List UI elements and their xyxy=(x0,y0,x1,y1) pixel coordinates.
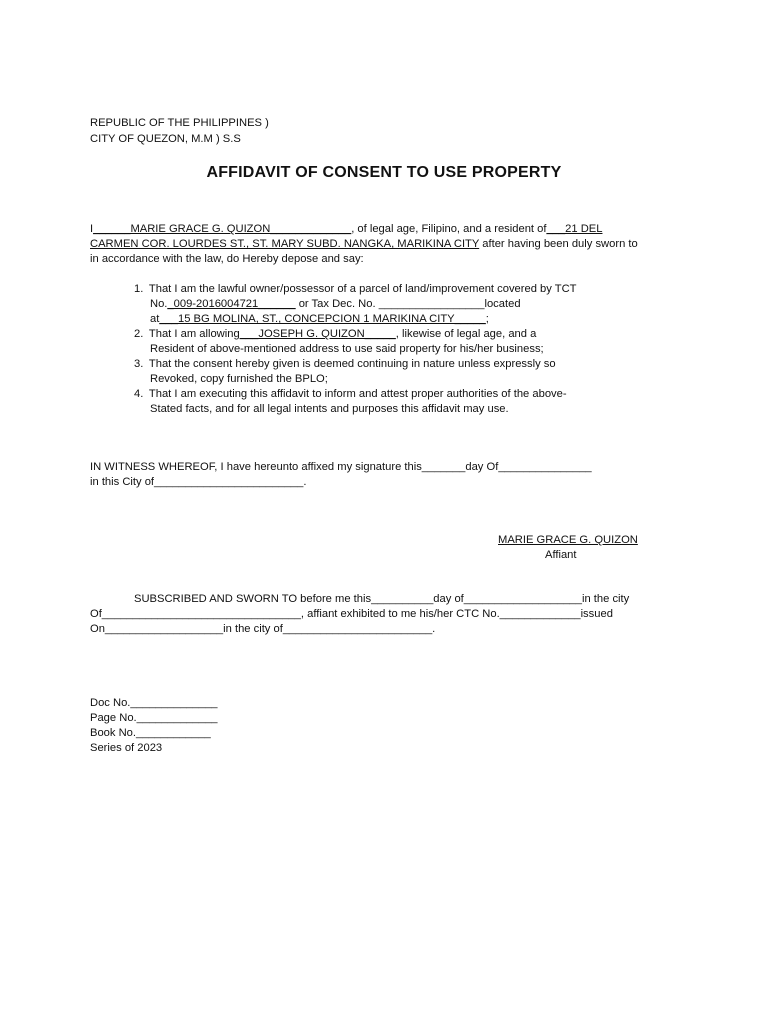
intro-text-2: after having been duly sworn to xyxy=(479,238,638,250)
item-1-line-3 xyxy=(150,312,489,326)
item-number: 3. xyxy=(134,358,144,370)
item-3-line-2: Revoked, copy furnished the BPLO; xyxy=(150,373,328,385)
item-text: ; xyxy=(485,313,489,325)
grantee-name-field: ___JOSEPH G. QUIZON_____ xyxy=(239,328,396,340)
witness-line-1: IN WITNESS WHEREOF, I have hereunto affixed my signature this_______day Of_______________ xyxy=(90,461,592,473)
item-text: That I am allowing xyxy=(148,328,240,340)
intro-text: , of legal age, Filipino, and a resident of xyxy=(351,223,547,235)
tct-number-field: _009-2016004721______ xyxy=(167,298,296,310)
address-field-2: CARMEN COR. LOURDES ST., ST. MARY SUBD. NANGKA, MARIKINA CITY xyxy=(90,238,480,250)
header-city: CITY OF QUEZON, M.M ) S.S xyxy=(90,133,241,145)
affiant-name-field: ______MARIE GRACE G. QUIZON_____________ xyxy=(93,223,352,235)
address-field-1: ___21 DEL xyxy=(546,223,603,235)
item-text: That I am the lawful owner/possessor of a parcel of land/improvement covered by TCT xyxy=(148,283,577,295)
item-number: 2. xyxy=(134,328,144,340)
item-1-line-1 xyxy=(134,282,577,296)
document-title: AFFIDAVIT OF CONSENT TO USE PROPERTY xyxy=(206,164,562,181)
signature-role: Affiant xyxy=(545,549,577,561)
intro-line-1 xyxy=(90,222,602,236)
item-4-line-1 xyxy=(134,387,567,401)
sworn-line-2: Of________________________________, affiant exhibited to me his/her CTC No._____________issued xyxy=(90,608,613,620)
intro-line-2 xyxy=(90,237,638,251)
item-text: That I am executing this affidavit to inform and attest proper authorities of the above- xyxy=(148,388,567,400)
item-1-line-2 xyxy=(150,297,521,311)
item-4-line-2: Stated facts, and for all legal intents and purposes this affidavit may use. xyxy=(150,403,509,415)
item-3-line-1 xyxy=(134,357,556,371)
item-number: 1. xyxy=(134,283,144,295)
intro-i: I xyxy=(90,223,94,235)
doc-number: Doc No.______________ xyxy=(90,697,218,709)
item-text: , likewise of legal age, and a xyxy=(395,328,537,340)
item-text: That the consent hereby given is deemed continuing in nature unless expressly so xyxy=(148,358,556,370)
header-republic: REPUBLIC OF THE PHILIPPINES ) xyxy=(90,117,269,129)
sworn-line-1: SUBSCRIBED AND SWORN TO before me this__________day of___________________in the city xyxy=(134,593,630,605)
item-2-line-1 xyxy=(134,327,536,341)
intro-line-3: in accordance with the law, do Hereby depose and say: xyxy=(90,253,364,265)
witness-line-2: in this City of________________________. xyxy=(90,476,307,488)
item-2-line-2: Resident of above-mentioned address to use said property for his/her business; xyxy=(150,343,544,355)
series-year: Series of 2023 xyxy=(90,742,163,754)
item-text: at xyxy=(150,313,160,325)
signature-name xyxy=(498,533,638,547)
page-number: Page No._____________ xyxy=(90,712,218,724)
book-number: Book No.____________ xyxy=(90,727,211,739)
affiant-signature-name: MARIE GRACE G. QUIZON xyxy=(498,534,638,546)
item-number: 4. xyxy=(134,388,144,400)
property-address-field: ___15 BG MOLINA, ST., CONCEPCION 1 MARIKINA CITY_____ xyxy=(159,313,486,325)
sworn-line-3: On___________________in the city of________________________. xyxy=(90,623,436,635)
item-text: No. xyxy=(150,298,168,310)
item-text: or Tax Dec. No. _________________located xyxy=(295,298,521,310)
